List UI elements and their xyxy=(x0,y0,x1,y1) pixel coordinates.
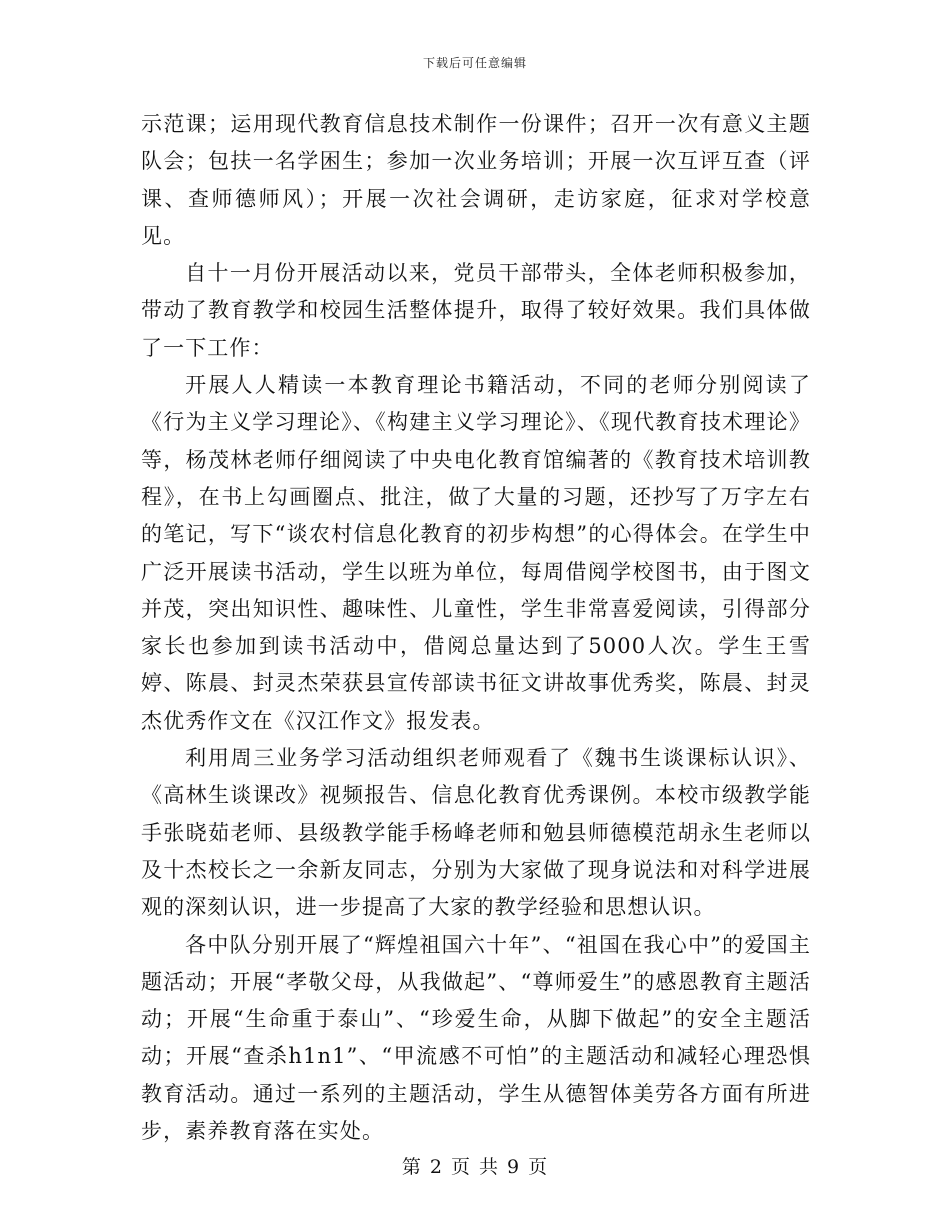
paragraph-study-activity: 利用周三业务学习活动组织老师观看了《魏书生谈课标认识》、《高林生谈课改》视频报告、信息化教育优秀课例。本校市级教学能手张晓茹老师、县级教学能手杨峰老师和勉县师德模范胡永生老师以及十杰校长之一余新友同志，分别为大家做了现身说法和对科学进展观的深刻认识，进一步提高了大家的教学经验和思想认识。 xyxy=(141,746,811,920)
paragraph-activity-overview: 自十一月份开展活动以来，党员干部带头，全体老师积极参加，带动了教育教学和校园生活整体提升，取得了较好效果。我们具体做了一下工作： xyxy=(141,261,811,360)
page-prefix: 第 xyxy=(401,1156,422,1178)
paragraph-reading-activity: 开展人人精读一本教育理论书籍活动，不同的老师分别阅读了《行为主义学习理论》、《构建主义学习理论》、《现代教育技术理论》等，杨茂林老师仔细阅读了中央电化教育馆编著的《教育技术培训教程》，在书上勾画圈点、批注，做了大量的习题，还抄写了万字左右的笔记，写下“谈农村信息化教育的初步构想”的心得体会。在学生中广泛开展读书活动，学生以班为单位，每周借阅学校图书，由于图文并茂，突出知识性、趣味性、儿童性，学生非常喜爱阅读，引得部分家长也参加到读书活动中，借阅总量达到了5000人次。学生王雪婷、陈晨、封灵杰荣获县宣传部读书征文讲故事优秀奖，陈晨、封灵杰优秀作文在《汉江作文》报发表。 xyxy=(141,373,811,733)
paragraph-continuation: 示范课；运用现代教育信息技术制作一份课件；召开一次有意义主题队会；包扶一名学困生；参加一次业务培训；开展一次互评互查（评课、查师德师风）；开展一次社会调研，走访家庭，征求对学校意见。 xyxy=(141,112,811,248)
total-pages-number: 9 xyxy=(507,1156,521,1178)
page-word: 页 xyxy=(450,1156,471,1178)
total-prefix: 共 xyxy=(479,1156,500,1178)
document-body xyxy=(141,106,811,1150)
total-suffix: 页 xyxy=(528,1156,549,1178)
page-footer xyxy=(0,1152,950,1179)
paragraph-theme-activities: 各中队分别开展了“辉煌祖国六十年”、“祖国在我心中”的爱国主题活动；开展“孝敬父母，从我做起”、“尊师爱生”的感恩教育主题活动；开展“生命重于泰山”、“珍爱生命，从脚下做起”的安全主题活动；开展“查杀h1n1”、“甲流感不可怕”的主题活动和减轻心理恐惧教育活动。通过一系列的主题活动，学生从德智体美劳各方面有所进步，素养教育落在实处。 xyxy=(141,932,811,1144)
page-header-note: 下载后可任意编辑 xyxy=(422,56,527,70)
current-page-number: 2 xyxy=(429,1156,443,1178)
